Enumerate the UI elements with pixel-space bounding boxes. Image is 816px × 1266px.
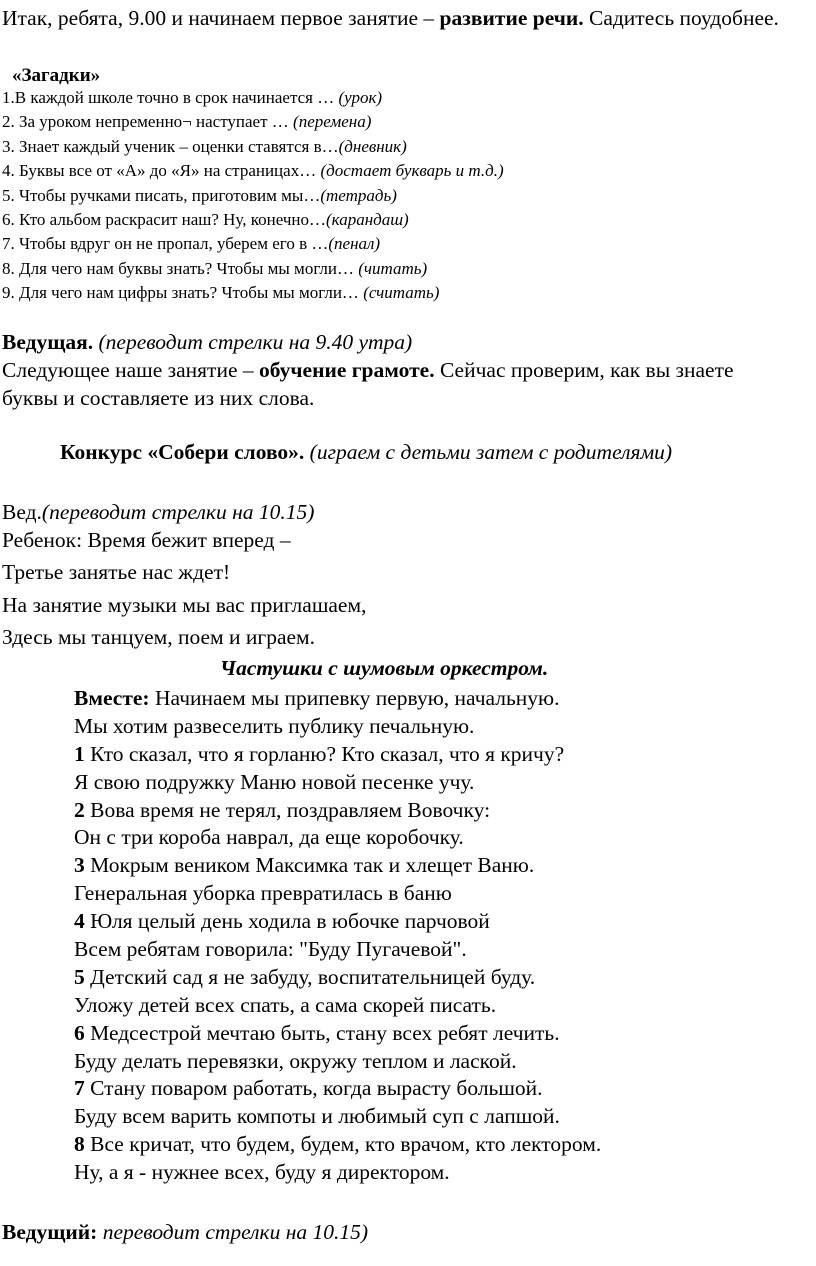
host-label: Ведущий: (2, 1220, 98, 1244)
line-number: 2 (74, 797, 85, 822)
chastushka-line (74, 740, 601, 768)
riddle-answer: (тетрадь) (320, 185, 397, 205)
contest-heading (60, 438, 672, 466)
line-text: Я свою подружку Маню новой песенке учу. (74, 769, 475, 794)
chastushka-line (74, 1074, 601, 1102)
line-text: Все кричат, что будем, будем, кто врачом, кто лектором. (84, 1132, 602, 1157)
next-lesson-rest: Сейчас проверим, как вы знаете буквы и составляете из них слова. (2, 358, 734, 410)
chastushka-line (74, 1102, 601, 1130)
riddle-answer: (достает букварь и т.д.) (320, 161, 504, 181)
contest-label: Конкурс «Собери слово». (60, 440, 305, 464)
riddle-question: 9. Для чего нам цифры знать? Чтобы мы могли… (2, 283, 364, 303)
next-lesson-bold: обучение грамоте. (259, 358, 435, 382)
riddle-question: 1.В каждой школе точно в срок начинается … (2, 88, 339, 107)
line-text: Медсестрой мечтаю быть, стану всех ребят лечить. (84, 1020, 560, 1045)
line-number: 6 (74, 1020, 85, 1045)
host-note: (переводит стрелки на 9.40 утра) (93, 330, 413, 354)
line-number: 7 (74, 1076, 85, 1101)
poem-line: Ребенок: Время бежит вперед – (2, 528, 291, 552)
intro-bold: развитие речи. (439, 6, 584, 30)
riddle-answer: (дневник) (338, 136, 407, 156)
poem-line: На занятие музыки мы вас приглашаем, (2, 592, 367, 617)
riddle-item (2, 281, 504, 305)
line-text: Уложу детей всех спать, а сама скорей писать. (74, 992, 497, 1017)
line-number: 1 (74, 741, 85, 766)
chastushka-line (74, 1158, 601, 1186)
contest-note: (играем с детьми затем с родителями) (304, 440, 673, 464)
line-text: Юля целый день ходила в юбочке парчовой (84, 909, 490, 934)
chastushka-line (74, 768, 601, 796)
riddle-item (2, 208, 504, 232)
riddle-item (2, 110, 504, 134)
chastushki-list (74, 684, 601, 1186)
child-poem (2, 526, 366, 655)
host-note: (переводит стрелки на 10.15) (41, 500, 315, 524)
line-number: 8 (74, 1132, 85, 1157)
riddles-list (2, 86, 504, 306)
chastushki-title: Частушки с шумовым оркестром. (220, 656, 549, 680)
line-number: Вместе: (74, 686, 150, 710)
chastushka-line (74, 684, 601, 712)
intro-paragraph (2, 4, 802, 32)
line-text: Генеральная уборка превратилась в баню (74, 881, 452, 906)
line-text: Буду делать перевязки, окружу теплом и лаской. (74, 1048, 517, 1073)
next-lesson-paragraph (2, 356, 792, 412)
host-label: Вед. (2, 500, 42, 524)
line-text: Буду всем варить компоты и любимый суп с лапшой. (74, 1104, 560, 1129)
chastushka-line (74, 796, 601, 824)
line-text: Ну, а я - нужнее всех, буду я директором. (74, 1160, 450, 1185)
riddle-answer: (карандаш) (326, 209, 409, 229)
host-remark-2 (2, 498, 314, 526)
chastushka-line (74, 991, 601, 1019)
intro-text: Итак, ребята, 9.00 и начинаем первое занятие – (2, 6, 440, 30)
chastushka-line (74, 963, 601, 991)
riddle-item (2, 159, 504, 183)
chastushka-line (74, 879, 601, 907)
line-number: 4 (74, 909, 85, 934)
riddle-item (2, 257, 504, 281)
line-number: 3 (74, 853, 85, 878)
poem-line: Третье занятье нас ждет! (2, 560, 231, 585)
line-text: Мы хотим развеселить публику печальную. (74, 713, 475, 738)
riddle-item (2, 184, 504, 208)
host-label: Ведущая. (2, 330, 94, 354)
chastushka-line (74, 1047, 601, 1075)
riddle-question: 8. Для чего нам буквы знать? Чтобы мы могли… (2, 258, 359, 278)
chastushka-line (74, 712, 601, 740)
riddle-item (2, 232, 504, 256)
chastushka-line (74, 823, 601, 851)
host-note: переводит стрелки на 10.15) (97, 1220, 369, 1244)
riddles-title: «Загадки» (12, 65, 101, 86)
chastushka-line (74, 851, 601, 879)
riddle-answer: (перемена) (293, 112, 372, 132)
line-text: Начинаем мы припевку первую, начальную. (149, 686, 560, 710)
host-remark-3 (2, 1218, 368, 1246)
riddle-item (2, 135, 504, 159)
line-text: Мокрым веником Максимка так и хлещет Ваню. (84, 853, 535, 878)
line-text: Вова время не терял, поздравляем Вовочку: (84, 797, 491, 822)
host-remark-1 (2, 328, 412, 356)
line-text: Детский сад я не забуду, воспитательницей буду. (84, 964, 536, 989)
riddle-question: 5. Чтобы ручками писать, приготовим мы… (2, 185, 321, 205)
riddle-item (2, 86, 504, 110)
riddle-question: 7. Чтобы вдруг он не пропал, уберем его в … (2, 234, 329, 254)
line-text: Всем ребятам говорила: "Буду Пугачевой". (74, 937, 467, 962)
riddle-answer: (урок) (338, 88, 383, 107)
riddle-question: 2. За уроком непременно¬ наступает … (2, 112, 294, 132)
riddle-answer: (читать) (358, 258, 428, 278)
riddle-answer: (считать) (363, 283, 440, 303)
chastushka-line (74, 907, 601, 935)
riddle-question: 3. Знает каждый ученик – оценки ставятся в… (2, 136, 339, 156)
poem-line: Здесь мы танцуем, поем и играем. (2, 624, 316, 649)
line-text: Кто сказал, что я горланю? Кто сказал, что я кричу? (84, 741, 565, 766)
chastushka-line (74, 1019, 601, 1047)
riddle-question: 4. Буквы все от «А» до «Я» на страницах… (2, 161, 321, 181)
next-lesson-text: Следующее наше занятие – (2, 358, 259, 382)
line-text: Он с три короба наврал, да еще коробочку. (74, 825, 464, 850)
riddle-question: 6. Кто альбом раскрасит наш? Ну, конечно… (2, 209, 326, 229)
line-text: Стану поваром работать, когда вырасту большой. (84, 1076, 543, 1101)
riddle-answer: (пенал) (328, 234, 381, 254)
chastushka-line (74, 935, 601, 963)
intro-rest: Садитесь поудобнее. (583, 6, 779, 30)
line-number: 5 (74, 964, 85, 989)
chastushka-line (74, 1130, 601, 1158)
